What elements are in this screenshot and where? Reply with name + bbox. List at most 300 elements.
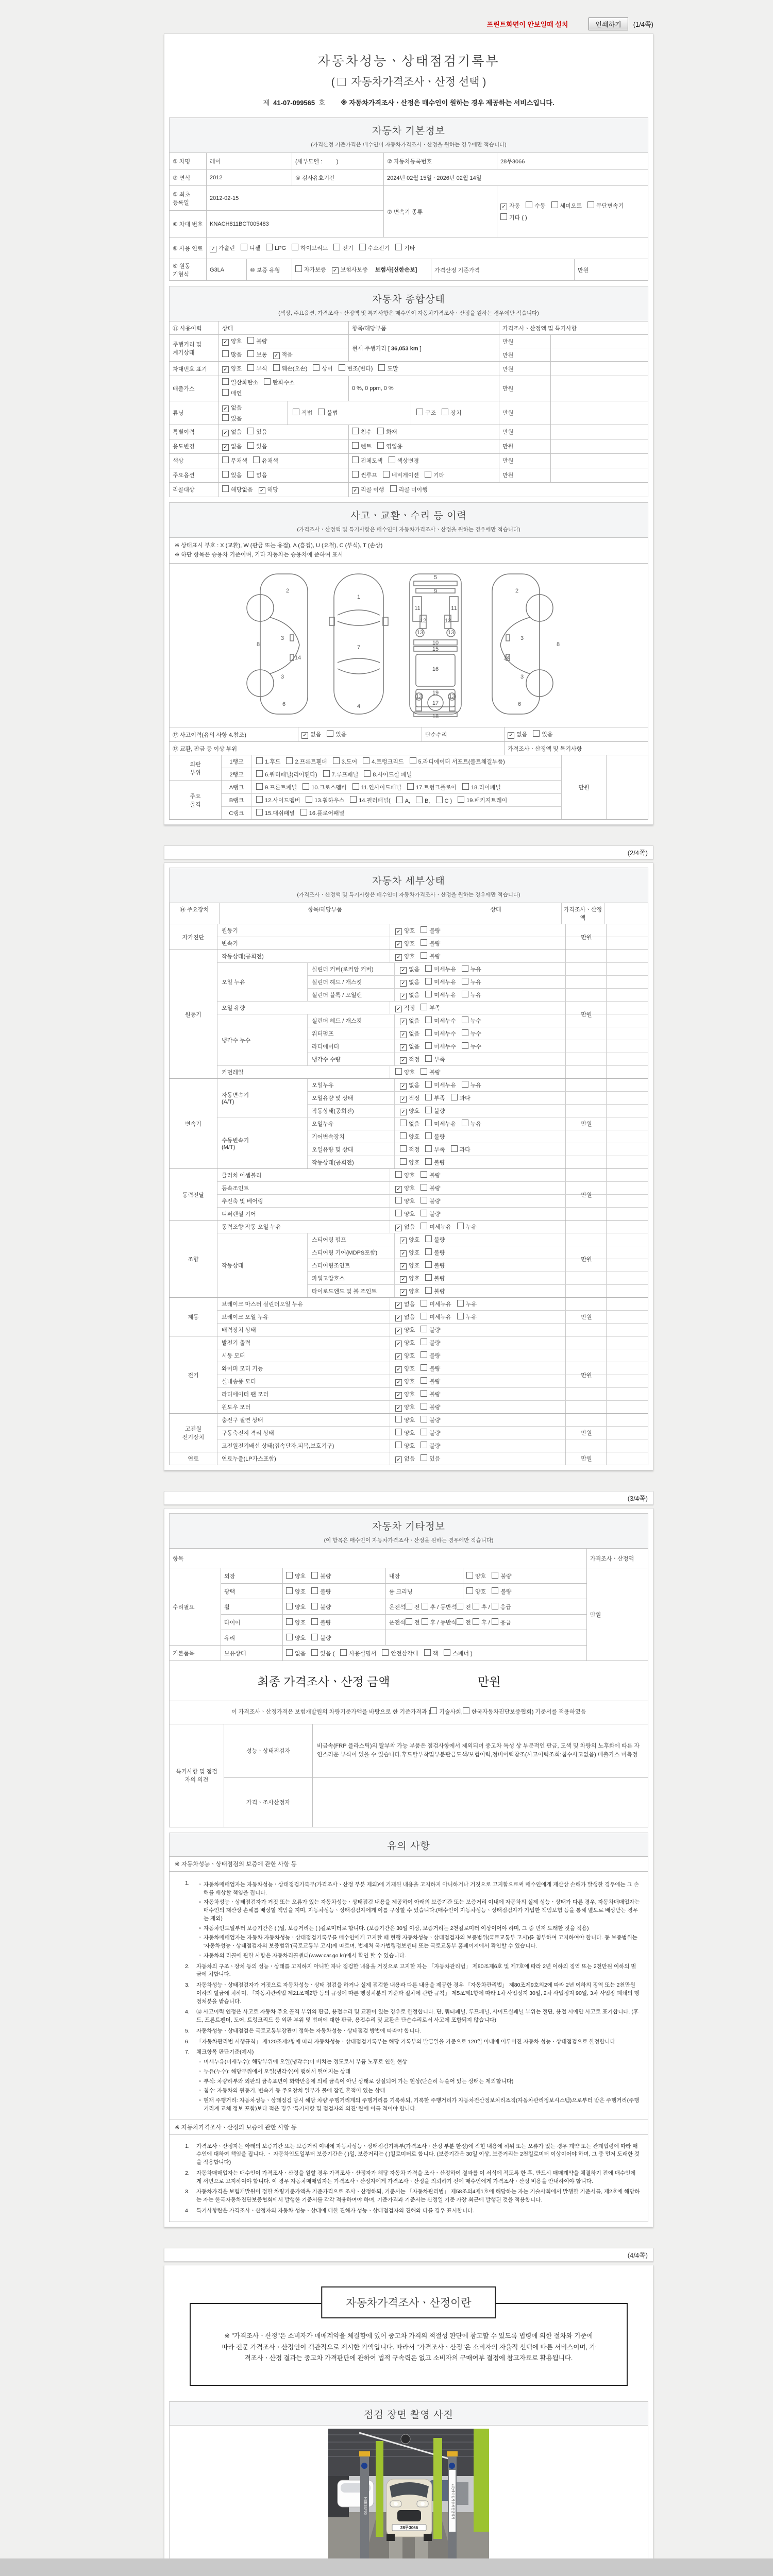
checkbox-icon[interactable]: [286, 1572, 293, 1579]
option-label: 썬루프: [361, 472, 377, 479]
checkbox-icon[interactable]: [492, 1618, 498, 1625]
checkbox-icon[interactable]: [421, 1454, 427, 1461]
checkbox-icon[interactable]: [466, 1587, 473, 1594]
checkbox-icon[interactable]: [425, 1016, 432, 1023]
panel-rank-table: [169, 755, 648, 820]
checkbox-icon[interactable]: [396, 796, 403, 803]
checkbox-icon[interactable]: [425, 1287, 432, 1294]
option-label: 양호: [404, 1211, 415, 1218]
option-label: 가솔린: [219, 245, 235, 251]
checkbox-icon[interactable]: [313, 364, 320, 371]
checkbox-icon[interactable]: [421, 1184, 427, 1191]
checkbox-icon[interactable]: [256, 757, 263, 764]
option: [395, 1454, 415, 1463]
checkbox-icon[interactable]: [350, 796, 357, 803]
option-label: 장치: [450, 410, 462, 417]
checkbox-icon[interactable]: [222, 444, 229, 451]
checkbox-icon[interactable]: [425, 471, 431, 478]
checkbox-icon[interactable]: [395, 1456, 402, 1463]
checkbox-icon[interactable]: [323, 770, 330, 777]
option-label: 미세누유: [434, 967, 456, 973]
checkbox-icon[interactable]: [286, 1649, 293, 1656]
checkbox-icon[interactable]: [210, 246, 216, 252]
checkbox-icon[interactable]: [526, 201, 532, 208]
checkbox-icon[interactable]: [253, 456, 260, 463]
checkbox-icon[interactable]: [352, 783, 359, 790]
checkbox-icon[interactable]: [421, 939, 427, 946]
checkbox-icon[interactable]: [400, 1109, 407, 1115]
checkbox-icon[interactable]: [406, 1603, 412, 1609]
checkbox-icon[interactable]: [462, 783, 469, 790]
svg-text:(주)에이원자동차진단평가: (주)에이원자동차진단평가: [451, 2484, 454, 2520]
option-label: 미세누수: [434, 1018, 456, 1025]
checkbox-icon[interactable]: [462, 1029, 468, 1036]
caution-bullet: ▫ 미세누유(미세누수): 해당부위에 오일(냉각수)이 비치는 정도로서 부품 노후로 인한 현상: [199, 2059, 408, 2065]
checkbox-icon[interactable]: [425, 1081, 432, 1088]
caution-item: 1. 가격조사ㆍ산정자는 아래의 보증기간 또는 보증거리 이내에 자동차성능ㆍ상태점검기록부(가격조사ㆍ산정 부분 한정)에 적힌 내용에 허위 또는 오류가 있는 경우 계약 또는 관계법령에 따라 매수인에 대하여 책임을 집니다. ㆍ 자동차인도일부터 보증기간은 ( )일, 보증거리는 ( )킬로미터로 합니다. (보증기간은 30일 이상, 보증거리는 2천킬로미터 이상이어야 하며, 그 중 먼저 도래한 것을 적용합니다): [185, 2143, 640, 2166]
option-label: 불량: [320, 1635, 331, 1641]
section-details: [169, 868, 648, 903]
checkbox-icon[interactable]: [303, 783, 309, 790]
checkbox-icon[interactable]: [421, 1223, 427, 1229]
option: [421, 1416, 440, 1424]
checkbox-icon[interactable]: [395, 1068, 402, 1075]
price-unit: 만원: [581, 1011, 592, 1018]
checkbox-icon[interactable]: [395, 941, 402, 948]
detail-row: 스티어링조인트 ✓ 양호 불량: [308, 1259, 648, 1272]
checkbox-icon[interactable]: [241, 244, 247, 250]
checkbox-icon[interactable]: [382, 1649, 389, 1656]
print-button[interactable]: 인쇄하기: [589, 18, 628, 30]
checkbox-icon[interactable]: [247, 428, 254, 434]
install-print-link[interactable]: 프린트화면이 안보일때 설치: [486, 21, 568, 28]
checkbox-icon[interactable]: [400, 1158, 407, 1165]
option: [311, 1572, 331, 1580]
checkbox-icon[interactable]: [421, 926, 427, 933]
checkbox-icon[interactable]: [222, 414, 229, 421]
checkbox-icon[interactable]: [395, 1442, 402, 1448]
option: [377, 442, 402, 450]
checkbox-icon[interactable]: [416, 409, 423, 415]
option-label: 양호: [409, 1160, 420, 1166]
checkbox-icon[interactable]: [256, 770, 263, 777]
checkbox-icon[interactable]: [424, 1649, 431, 1656]
checkbox-icon[interactable]: [457, 1618, 463, 1625]
checkbox-icon[interactable]: [458, 796, 464, 803]
checkbox-icon[interactable]: [247, 350, 254, 357]
checkbox-icon[interactable]: [425, 965, 432, 972]
checkbox-icon[interactable]: [444, 1649, 450, 1656]
checkbox-icon[interactable]: [377, 442, 384, 449]
checkbox-icon[interactable]: [425, 991, 432, 997]
checkbox-icon[interactable]: [390, 485, 397, 492]
checkbox-icon[interactable]: [442, 409, 448, 415]
checkbox-icon[interactable]: [395, 928, 402, 935]
checkbox-icon[interactable]: [378, 364, 385, 371]
option: [425, 1261, 445, 1269]
option-label: 누유: [465, 1224, 477, 1231]
checkbox-icon[interactable]: [256, 783, 263, 790]
checkbox-icon[interactable]: [395, 1328, 402, 1334]
checkbox-icon[interactable]: [425, 1055, 432, 1062]
checkbox-icon[interactable]: [222, 456, 229, 463]
checkbox-icon[interactable]: [395, 244, 402, 250]
checkbox-icon[interactable]: [457, 1313, 464, 1319]
checkbox-icon[interactable]: [222, 389, 229, 396]
page1-panel: [164, 33, 653, 825]
checkbox-icon[interactable]: [462, 978, 468, 985]
checkbox-icon[interactable]: [395, 1315, 402, 1321]
option: [241, 244, 260, 252]
checkbox-icon[interactable]: [466, 1572, 473, 1579]
checkbox-icon[interactable]: [332, 267, 339, 274]
checkbox-icon[interactable]: [359, 244, 366, 250]
checkbox-icon[interactable]: [400, 1057, 407, 1064]
checkbox-icon[interactable]: [395, 1366, 402, 1373]
checkbox-icon[interactable]: [462, 1016, 468, 1023]
checkbox-icon[interactable]: [389, 456, 395, 463]
checkbox-icon[interactable]: [264, 378, 271, 385]
option-label: 불량: [429, 1327, 441, 1334]
option: [395, 926, 415, 935]
checkbox-icon[interactable]: [395, 1353, 402, 1360]
checkbox-icon[interactable]: [421, 1004, 427, 1010]
checkbox-icon[interactable]: [339, 364, 345, 371]
checkbox-icon[interactable]: [421, 952, 427, 959]
checkbox-icon[interactable]: [400, 1250, 407, 1257]
checkbox-icon[interactable]: [352, 428, 359, 434]
checkbox-icon[interactable]: [286, 1634, 293, 1640]
checkbox-icon[interactable]: [395, 1405, 402, 1412]
checkbox-icon[interactable]: [425, 1274, 432, 1281]
checkbox-icon[interactable]: [421, 1338, 427, 1345]
detail-row: 디퍼렌셜 기어 양호 불량: [217, 1207, 648, 1220]
option: [247, 337, 267, 345]
checkbox-icon[interactable]: [473, 1618, 479, 1625]
checkbox-icon[interactable]: [492, 1603, 498, 1609]
caution-bullet: ▫ 자동차성능ㆍ상태점검자가 거짓 또는 오류가 있는 자동차성능ㆍ상태점검 내용을 제공하여 아래의 보증기간 또는 보증거리 이내에 자동차의 실제 성능ㆍ상태가 다른 경우, 자동차매매업자는 매수인의 재산상 손해를 배상할 책임을 지며, 자동차성능ㆍ상태점검자에게 이를 구상할 수 있습니다.(매수인이 자동차성능ㆍ상태점검자가 가입한 책임보험 등을 통해 별도로 배상받는 경우는 제외): [199, 1899, 640, 1922]
checkbox-icon[interactable]: [421, 1364, 427, 1371]
option-label: 불량: [429, 1430, 441, 1437]
checkbox-icon[interactable]: [256, 796, 263, 803]
checkbox-icon[interactable]: [301, 732, 308, 739]
checkbox-icon[interactable]: [425, 1235, 432, 1242]
checkbox-icon[interactable]: [421, 1300, 427, 1307]
checkbox-icon[interactable]: [425, 1094, 432, 1100]
checkbox-icon[interactable]: [259, 487, 265, 494]
checkbox-icon[interactable]: [421, 1171, 427, 1178]
option: [407, 783, 457, 791]
checkbox-icon[interactable]: [340, 1649, 347, 1656]
option: [421, 1210, 440, 1218]
checkbox-icon[interactable]: [400, 1120, 407, 1126]
checkbox-icon[interactable]: [311, 1572, 318, 1579]
checkbox-icon[interactable]: [410, 757, 416, 764]
option: [500, 201, 520, 210]
option: [400, 1042, 419, 1051]
checkbox-icon[interactable]: [395, 1392, 402, 1399]
checkbox-icon[interactable]: [273, 364, 280, 371]
caution-item: 2. 자동차매매업자는 매수인이 가격조사ㆍ산정을 원할 경우 가격조사ㆍ산정자가 해당 자동차 가격을 조사ㆍ산정하여 결과를 이 서식에 적도록 한 후, 반드시 매매계약을 체결하기 전에 매수인에게 서면으로 고지하여야 합니다. 이 경우 자동차매매업자는 가격조사ㆍ산정자에게 가격조사ㆍ산정을 의뢰하기 전에 매수인에게 가격조사ㆍ산정 비용을 안내하여야 합니다.: [185, 2170, 636, 2184]
checkbox-icon[interactable]: [222, 485, 229, 492]
photo-front-svg: [328, 2429, 489, 2576]
checkbox-icon[interactable]: [421, 1403, 427, 1410]
checkbox-icon[interactable]: [247, 364, 254, 371]
checkbox-icon[interactable]: [395, 1302, 402, 1309]
checkbox-icon[interactable]: [395, 1210, 402, 1216]
option: [400, 965, 419, 974]
option-label: 렌트: [361, 444, 372, 450]
checkbox-icon[interactable]: [508, 732, 514, 739]
checkbox-icon[interactable]: [222, 366, 229, 373]
checkbox-icon[interactable]: [247, 471, 254, 478]
checkbox-icon[interactable]: [421, 1197, 427, 1204]
section-cautions: [169, 1833, 648, 1857]
checkbox-icon[interactable]: [587, 201, 594, 208]
section-other-info: [169, 1513, 648, 1549]
checkbox-icon[interactable]: [400, 1083, 407, 1090]
checkbox-icon[interactable]: [352, 487, 359, 494]
checkbox-icon[interactable]: [222, 471, 229, 478]
option: [425, 965, 456, 973]
checkbox-icon[interactable]: [222, 378, 229, 385]
checkbox-icon[interactable]: [400, 1289, 407, 1296]
checkbox-icon[interactable]: [306, 796, 312, 803]
option: [458, 796, 507, 804]
checkbox-icon[interactable]: [311, 1634, 318, 1640]
price-select-checkbox-icon[interactable]: [338, 78, 346, 86]
checkbox-icon[interactable]: [425, 1261, 432, 1268]
checkbox-icon[interactable]: [395, 1171, 402, 1178]
option-label: B,: [425, 798, 430, 804]
option: [363, 757, 404, 766]
option: [425, 1029, 456, 1038]
option: [492, 1587, 511, 1596]
checkbox-icon[interactable]: [311, 1618, 318, 1625]
option: [457, 1313, 477, 1321]
checkbox-icon[interactable]: [451, 1145, 458, 1152]
checkbox-icon[interactable]: [311, 1649, 318, 1656]
checkbox-icon[interactable]: [222, 430, 229, 436]
option: [400, 1081, 419, 1090]
option: [286, 1587, 306, 1596]
checkbox-icon[interactable]: [256, 809, 263, 816]
option: [421, 1442, 440, 1450]
checkbox-icon[interactable]: [352, 442, 359, 449]
checkbox-icon[interactable]: [400, 1019, 407, 1025]
checkbox-icon[interactable]: [395, 1429, 402, 1435]
checkbox-icon[interactable]: [266, 244, 273, 250]
checkbox-icon[interactable]: [222, 339, 229, 346]
checkbox-icon[interactable]: [395, 1341, 402, 1347]
checkbox-icon[interactable]: [421, 1390, 427, 1397]
checkbox-icon[interactable]: [286, 757, 293, 764]
checkbox-icon[interactable]: [364, 770, 371, 777]
checkbox-icon[interactable]: [395, 1186, 402, 1193]
row-options: 주요옵션 있음 없음 썬루프 네비게이션 기타 만원: [170, 468, 648, 482]
checkbox-icon[interactable]: [292, 244, 298, 250]
option: [508, 730, 527, 739]
checkbox-icon[interactable]: [295, 265, 302, 272]
checkbox-icon[interactable]: [400, 1044, 407, 1051]
checkbox-icon[interactable]: [462, 1081, 468, 1088]
checkbox-icon[interactable]: [333, 244, 340, 250]
checkbox-icon[interactable]: [462, 965, 468, 972]
checkbox-icon[interactable]: [422, 1603, 428, 1609]
option: [256, 809, 295, 817]
checkbox-icon[interactable]: [395, 1225, 402, 1231]
label-special-notes: 특기사항 및 점검자의 의견: [170, 1724, 224, 1827]
checkbox-icon[interactable]: [327, 730, 333, 737]
option-label: 양호: [231, 338, 242, 345]
detail-row: 등속조인트 ✓ 양호 불량: [217, 1181, 648, 1194]
checkbox-icon[interactable]: [377, 428, 384, 434]
checkbox-icon[interactable]: [421, 1416, 427, 1422]
checkbox-icon[interactable]: [286, 1618, 293, 1625]
checkbox-icon[interactable]: [395, 1379, 402, 1386]
checkbox-icon[interactable]: [436, 796, 443, 803]
option-label: 미세누유: [434, 979, 456, 986]
checkbox-icon[interactable]: [457, 1300, 464, 1307]
checkbox-icon[interactable]: [400, 1031, 407, 1038]
option: [318, 409, 338, 417]
checkbox-icon[interactable]: [425, 1145, 432, 1152]
checkbox-icon[interactable]: [247, 442, 254, 449]
checkbox-icon[interactable]: [425, 1132, 432, 1139]
option: [395, 1377, 415, 1386]
option: [400, 1055, 419, 1064]
detail-row: 스티어링 펌프 ✓ 양호 불량: [308, 1233, 648, 1246]
checkbox-icon[interactable]: [416, 796, 423, 803]
checkbox-icon[interactable]: [400, 1276, 407, 1283]
option: [390, 485, 428, 494]
checkbox-icon[interactable]: [492, 1587, 498, 1594]
detail-row: 실내송풍 모터 ✓ 양호 불량: [217, 1375, 648, 1387]
checkbox-icon[interactable]: [395, 1197, 402, 1204]
option-label: 불량: [429, 1340, 441, 1347]
checkbox-icon[interactable]: [311, 1603, 318, 1609]
option-label: 불량: [429, 941, 441, 947]
checkbox-icon[interactable]: [421, 1326, 427, 1332]
checkbox-icon[interactable]: [463, 1707, 469, 1714]
checkbox-icon[interactable]: [247, 337, 254, 344]
checkbox-icon[interactable]: [352, 456, 359, 463]
checkbox-icon[interactable]: [430, 1707, 437, 1714]
checkbox-icon[interactable]: [533, 730, 540, 737]
option-label: 일산화탄소: [231, 380, 259, 386]
checkbox-icon[interactable]: [457, 1603, 463, 1609]
checkbox-icon[interactable]: [383, 471, 390, 478]
checkbox-icon[interactable]: [422, 1618, 428, 1625]
checkbox-icon[interactable]: [421, 1210, 427, 1216]
checkbox-icon[interactable]: [400, 1132, 407, 1139]
option-label: 침수: [361, 429, 372, 436]
checkbox-icon[interactable]: [406, 1618, 412, 1625]
lift-post-left: [359, 2451, 370, 2558]
option-label: 8.사이드실 패널: [373, 772, 412, 778]
option: [400, 1235, 419, 1244]
checkbox-icon[interactable]: [286, 1587, 293, 1594]
option-label: 미세누유: [429, 1224, 451, 1231]
option-label: 없음: [409, 1030, 420, 1037]
checkbox-icon[interactable]: [462, 1120, 468, 1126]
checkbox-icon[interactable]: [395, 954, 402, 961]
checkbox-icon[interactable]: [400, 967, 407, 974]
detail-row: 윈도우 모터 ✓ 양호 불량: [217, 1400, 648, 1413]
option: [421, 1403, 440, 1411]
price-info-body: ※ "가격조사ㆍ산정"은 소비자가 매매계약을 체결함에 있어 중고차 가격의 적절성 판단에 참고할 수 있도록 법령에 의한 절차와 기준에 따라 전문 가격조사ㆍ산정인이 객관적으로 제시한 가액입니다. 따라서 "가격조사ㆍ산정"은 소비자의 자율적 선택에 따른 서비스이며, 가격조사ㆍ산정 결과는 중고차 가격판단에 관하여 법적 구속력은 없고 소비자의 구매여부 결정에 참고자료로 활용됩니다.: [222, 2332, 596, 2362]
checkbox-icon[interactable]: [421, 1068, 427, 1075]
checkbox-icon[interactable]: [451, 1094, 458, 1100]
checkbox-icon[interactable]: [425, 1029, 432, 1036]
checkbox-icon[interactable]: [400, 993, 407, 999]
checkbox-icon[interactable]: [363, 757, 369, 764]
checkbox-icon[interactable]: [421, 1377, 427, 1384]
option-label: 불량: [429, 1185, 441, 1192]
checkbox-icon[interactable]: [333, 757, 340, 764]
checkbox-icon[interactable]: [473, 1603, 479, 1609]
checkbox-icon[interactable]: [492, 1572, 498, 1579]
checkbox-icon[interactable]: [400, 1145, 407, 1152]
checkbox-icon[interactable]: [286, 1603, 293, 1609]
option: [462, 1042, 481, 1050]
checkbox-icon[interactable]: [318, 409, 325, 415]
checkbox-icon[interactable]: [400, 1096, 407, 1103]
tire-position-options: 운전석 전 후 / 동반석 전 후 / 응급: [386, 1615, 587, 1630]
checkbox-icon[interactable]: [400, 1263, 407, 1270]
option-label: 9.프론트패널: [265, 785, 297, 791]
checkbox-icon[interactable]: [500, 204, 507, 210]
option-label: 양호: [409, 1108, 420, 1114]
option: [301, 730, 321, 739]
checkbox-icon[interactable]: [500, 213, 507, 220]
checkbox-icon[interactable]: [222, 350, 229, 357]
option: [462, 965, 481, 973]
checkbox-icon[interactable]: [395, 1416, 402, 1422]
checkbox-icon[interactable]: [425, 978, 432, 985]
checkbox-icon[interactable]: [293, 409, 299, 415]
checkbox-icon[interactable]: [300, 809, 307, 816]
checkbox-icon[interactable]: [425, 1248, 432, 1255]
option: [247, 428, 267, 436]
option-label: 양호: [409, 1134, 420, 1141]
checkbox-icon[interactable]: [273, 352, 280, 359]
checkbox-icon[interactable]: [462, 991, 468, 997]
checkbox-icon[interactable]: [311, 1587, 318, 1594]
checkbox-icon[interactable]: [425, 1120, 432, 1126]
value-year: 2012: [207, 170, 292, 186]
checkbox-icon[interactable]: [400, 1238, 407, 1244]
checkbox-icon[interactable]: [395, 1006, 402, 1012]
checkbox-icon[interactable]: [352, 471, 359, 478]
checkbox-icon[interactable]: [400, 980, 407, 987]
option: [286, 1649, 306, 1657]
option-label: 양호: [404, 1417, 415, 1424]
checkbox-icon[interactable]: [457, 1223, 464, 1229]
rank-group: 외판 부위 1랭크 1.후드 2.프론트휀더 3.도어 4.트렁크리드 5.라디에이터 서포트(볼트체결부품) 2랭크 6.쿼터패널(리어휀다) 7.루프패널 8.사이드실 패널: [170, 755, 561, 781]
checkbox-icon[interactable]: [551, 201, 558, 208]
checkbox-icon[interactable]: [222, 405, 229, 412]
checkbox-icon[interactable]: [407, 783, 414, 790]
checkbox-icon[interactable]: [421, 1429, 427, 1435]
checkbox-icon[interactable]: [421, 1313, 427, 1319]
checkbox-icon[interactable]: [462, 1042, 468, 1049]
checkbox-icon[interactable]: [421, 1442, 427, 1448]
checkbox-icon[interactable]: [425, 1158, 432, 1165]
checkbox-icon[interactable]: [425, 1107, 432, 1113]
checkbox-icon[interactable]: [425, 1042, 432, 1049]
checkbox-icon[interactable]: [421, 1351, 427, 1358]
